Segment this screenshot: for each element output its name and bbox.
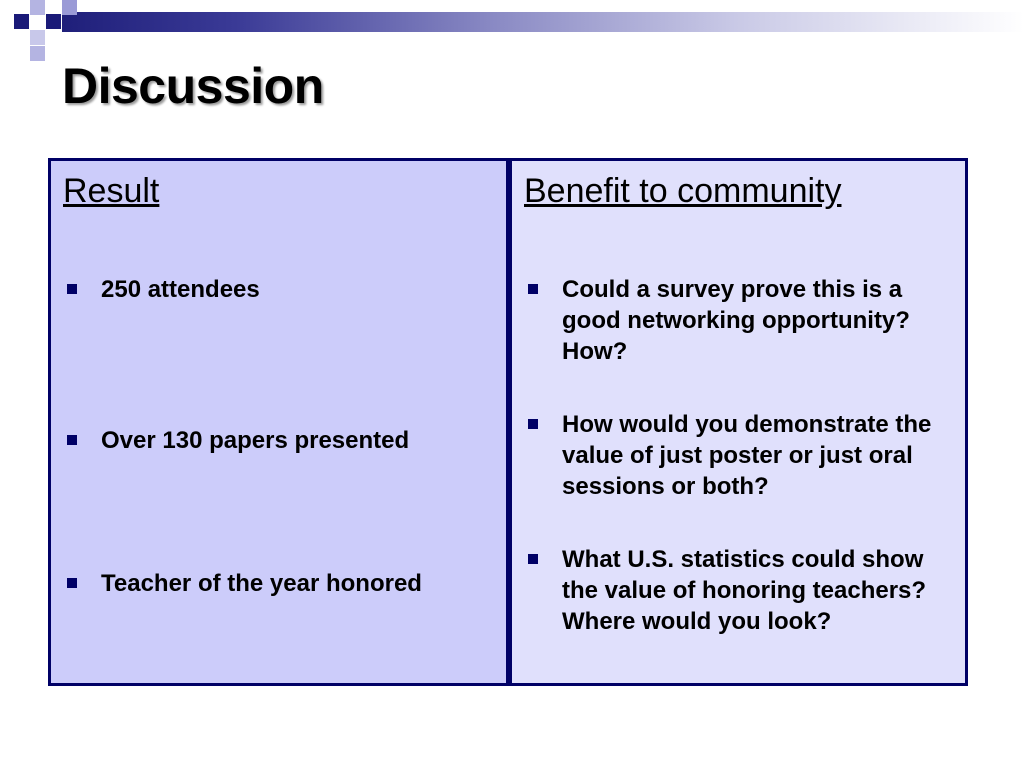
slide-title: Discussion (62, 58, 324, 114)
square-bullet-icon (67, 435, 77, 445)
list-item (524, 544, 953, 637)
result-list (63, 274, 494, 599)
square-bullet-icon (528, 284, 538, 294)
list-item (63, 425, 494, 456)
list-item (63, 568, 494, 599)
square-bullet-icon (528, 419, 538, 429)
list-item-text: 250 attendees (101, 275, 260, 303)
list-item (524, 409, 953, 502)
decor-square-icon (46, 14, 61, 29)
discussion-table (48, 158, 968, 686)
list-item (524, 274, 953, 367)
list-item-text: Could a survey prove this is a good networking opportunity? How? (562, 275, 910, 365)
square-bullet-icon (528, 554, 538, 564)
decor-square-icon (14, 14, 29, 29)
result-heading: Result (63, 172, 160, 210)
list-item (63, 274, 494, 305)
result-column (51, 161, 506, 683)
decor-square-icon (62, 0, 77, 15)
header-gradient-bar (62, 12, 1024, 32)
list-item-text: Over 130 papers presented (101, 426, 410, 454)
list-item-text: How would you demonstrate the value of just poster or just oral sessions or both? (562, 410, 932, 500)
list-item-text: Teacher of the year honored (101, 569, 422, 597)
decor-square-icon (30, 30, 45, 45)
list-item-text: What U.S. statistics could show the value of honoring teachers? Where would you look? (562, 545, 927, 635)
benefit-heading: Benefit to community (524, 172, 842, 210)
benefit-column (512, 161, 965, 683)
decor-square-icon (30, 0, 45, 15)
square-bullet-icon (67, 284, 77, 294)
benefit-list (524, 274, 953, 637)
decor-square-icon (30, 46, 45, 61)
square-bullet-icon (67, 578, 77, 588)
